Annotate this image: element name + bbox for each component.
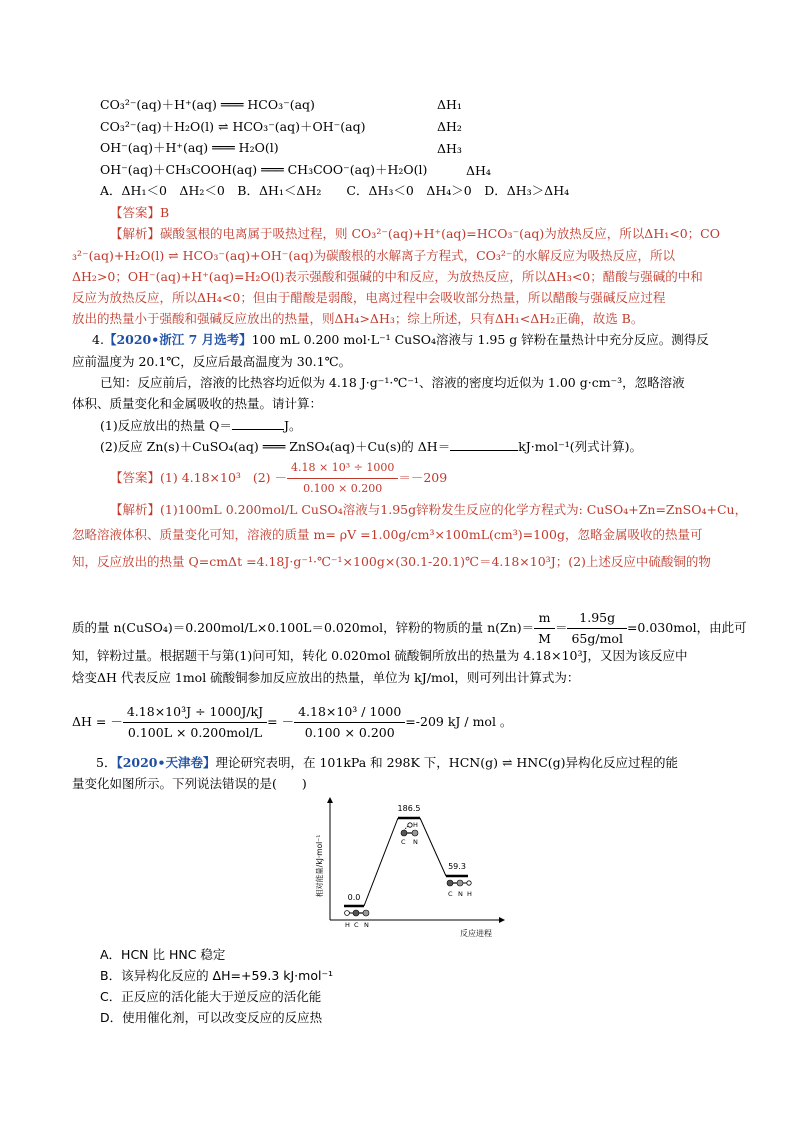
q5-option-a[interactable]: A．HCN 比 HNC 稳定 — [100, 947, 226, 962]
fraction-denominator: 65g/mol — [571, 631, 623, 646]
q3-options: A．ΔH₁＜0 ΔH₂＜0 B．ΔH₁＜ΔH₂ C．ΔH₃＜0 ΔH₄＞0 D．ΔH₃＞ΔH₄ — [100, 183, 570, 198]
atom-c-icon — [401, 830, 407, 836]
calc-fraction-1 — [123, 702, 267, 743]
atom-h-icon — [345, 911, 350, 916]
equation-3-enthalpy: ΔH₃ — [437, 141, 462, 156]
calc-mid: = － — [267, 714, 295, 729]
q4-analysis-line-2: 忽略溶液体积、质量变化可知，溶液的质量 m= ρV =1.00g/cm³×100mL(cm³)=100g，忽略金属吸收的热量可 — [72, 527, 703, 542]
equation-2-enthalpy: ΔH₂ — [437, 119, 462, 134]
atom-c-icon — [353, 910, 359, 916]
atom-label-c: C — [448, 890, 453, 898]
fraction-numerator: 4.18×10³J ÷ 1000J/kJ — [123, 702, 267, 723]
answer-blank[interactable] — [450, 438, 518, 451]
q4-subquestion-1 — [100, 417, 301, 434]
q4-analysis-line-6: 焓变ΔH 代表反应 1mol 硫酸铜参加反应放出的热量，单位为 kJ/mol，则可列出计算式为： — [72, 670, 580, 685]
fraction-numerator: 4.18 × 10³ ÷ 1000 — [287, 458, 398, 479]
fraction-numerator: 1.95g — [567, 608, 627, 629]
atom-c-icon — [447, 880, 453, 886]
x-axis-arrow — [499, 917, 505, 923]
q4-stem-line-2: 应前温度为 20.1℃，反应后最高温度为 30.1℃。 — [72, 354, 352, 369]
q4-subquestion-2 — [100, 438, 642, 455]
fraction-numerator: 4.18×10³ / 1000 — [294, 702, 405, 723]
answer-part-2-result: ＝－209 — [398, 470, 448, 485]
atom-label-h: H — [345, 921, 350, 929]
q5-option-b[interactable]: B．该异构化反应的 ΔH=+59.3 kJ·mol⁻¹ — [100, 968, 334, 983]
answer-value: B — [160, 205, 170, 220]
question-number: 5． — [96, 755, 117, 770]
q3-analysis-line-1 — [110, 226, 720, 242]
analysis-text: 质的量 n(CuSO₄)＝0.200mol/L×0.100L＝0.020mol，锌粉的物质的量 n(Zn)＝ — [72, 620, 535, 635]
source-tag: 【2020•天津卷】 — [116, 755, 216, 770]
path-fall — [420, 818, 446, 876]
answer-fraction — [287, 458, 398, 499]
q3-answer — [110, 205, 169, 221]
analysis-label: 【解析】 — [110, 502, 161, 517]
value-label-hnc: 59.3 — [448, 862, 466, 871]
value-label-ts: 186.5 — [397, 804, 421, 813]
q4-analysis-line-4 — [72, 608, 747, 649]
atom-label-c: C — [401, 838, 406, 846]
analysis-text: =0.030mol，由此可 — [626, 620, 747, 635]
atom-label-n: N — [364, 921, 369, 929]
analysis-text: 碳酸氢根的电离属于吸热过程，则 CO₃²⁻(aq)+H⁺(aq)=HCO₃⁻(aq)为放热反应，所以ΔH₁<0；CO — [160, 226, 720, 241]
equation-4: OH⁻(aq)＋CH₃COOH(aq) ═══ CH₃COO⁻(aq)＋H₂O(l) — [100, 162, 428, 177]
fraction-denominator: 0.100 × 0.200 — [303, 482, 383, 495]
q3-analysis-line-5: 放出的热量小于强酸和强碱反应放出的热量，则ΔH₄>ΔH₃；综上所述，只有ΔH₁<ΔH₂正确，故选 B。 — [72, 311, 644, 326]
q3-analysis-line-4: 反应为放热反应，所以ΔH₄<0；但由于醋酸是弱酸，电离过程中会吸收部分热量，所以醋酸与强碱反应过程 — [72, 290, 666, 305]
equals-sign: ＝ — [554, 620, 568, 635]
q4-stem-line-3: 已知：反应前后，溶液的比热容均近似为 4.18 J·g⁻¹·℃⁻¹、溶液的密度均近似为 1.00 g·cm⁻³，忽略溶液 — [100, 375, 685, 390]
answer-label: 【答案】 — [110, 470, 161, 485]
subquestion-unit: kJ·mol⁻¹(列式计算)。 — [518, 439, 643, 454]
analysis-label: 【解析】 — [110, 226, 161, 241]
equation-1: CO₃²⁻(aq)＋H⁺(aq) ═══ HCO₃⁻(aq) — [100, 97, 315, 112]
subquestion-text: (2)反应 Zn(s)＋CuSO₄(aq) ═══ ZnSO₄(aq)＋Cu(s)的 ΔH＝ — [100, 439, 451, 454]
q4-analysis-line-1 — [110, 502, 747, 518]
calc-lhs: ΔH = － — [72, 714, 123, 729]
stem-text: 理论研究表明，在 101kPa 和 298K 下，HCN(g) ⇌ HNC(g)异构化反应过程的能 — [215, 755, 679, 770]
equation-4-enthalpy: ΔH₄ — [466, 163, 491, 178]
zinc-moles-fraction — [567, 608, 627, 649]
calc-result: =-209 kJ / mol 。 — [405, 714, 513, 729]
fraction-numerator: m — [534, 608, 555, 629]
subquestion-text: (1)反应放出的热量 Q＝ — [100, 418, 232, 433]
y-axis-arrow — [327, 797, 333, 803]
energy-diagram — [316, 796, 506, 946]
atom-n-icon — [457, 880, 463, 886]
equation-2: CO₃²⁻(aq)＋H₂O(l) ⇌ HCO₃⁻(aq)＋OH⁻(aq) — [100, 119, 366, 134]
source-tag: 【2020•浙江 7 月选考】 — [103, 332, 252, 347]
atom-h-icon — [408, 823, 412, 827]
atom-label-c: C — [354, 921, 359, 929]
question-number: 4. — [92, 332, 104, 347]
q5-option-d[interactable]: D．使用催化剂，可以改变反应的反应热 — [100, 1010, 323, 1025]
q4-answer — [110, 458, 447, 499]
mass-over-molar-mass — [534, 608, 555, 649]
atom-n-icon — [412, 830, 418, 836]
atom-label-h: H — [467, 890, 472, 898]
atom-h-icon — [467, 881, 471, 885]
fraction-denominator: 0.100L × 0.200mol/L — [127, 725, 263, 740]
q4-stem-line-1 — [92, 332, 709, 348]
atom-n-icon — [363, 910, 369, 916]
atom-label-n: N — [458, 890, 463, 898]
y-axis-label: 相对能量/kJ·mol⁻¹ — [315, 834, 324, 898]
equation-3: OH⁻(aq)＋H⁺(aq) ═══ H₂O(l) — [100, 140, 279, 155]
answer-part-1: (1) 4.18×10³ — [160, 470, 241, 485]
path-rise — [364, 818, 398, 906]
q5-stem-line-2: 量变化如图所示。下列说法错误的是( ) — [72, 776, 307, 791]
answer-label: 【答案】 — [110, 205, 161, 220]
q4-stem-line-4: 体积、质量变化和金属吸收的热量。请计算： — [72, 396, 323, 411]
value-label-hcn: 0.0 — [347, 893, 361, 902]
atom-label-h: H — [413, 821, 418, 829]
q5-option-c[interactable]: C．正反应的活化能大于逆反应的活化能 — [100, 989, 322, 1004]
stem-text: 100 mL 0.200 mol·L⁻¹ CuSO₄溶液与 1.95 g 锌粉在量热计中充分反应。测得反 — [251, 332, 709, 347]
subquestion-unit: J。 — [283, 418, 302, 433]
analysis-text: (1)100mL 0.200mol/L CuSO₄溶液与1.95g锌粉发生反应的化学方程式为: CuSO₄+Zn=ZnSO₄+Cu， — [160, 502, 748, 517]
fraction-denominator: M — [538, 631, 551, 646]
equation-1-enthalpy: ΔH₁ — [437, 97, 462, 112]
q3-analysis-line-2: ₃²⁻(aq)+H₂O(l) ⇌ HCO₃⁻(aq)+OH⁻(aq)为碳酸根的水解离子方程式，CO₃²⁻的水解反应为吸热反应，所以 — [72, 248, 676, 263]
fraction-denominator: 0.100 × 0.200 — [304, 725, 395, 740]
answer-blank[interactable] — [232, 417, 284, 430]
q4-analysis-line-3: 知，反应放出的热量 Q=cmΔt =4.18J·g⁻¹·℃⁻¹×100g×(30.1-20.1)℃＝4.18×10³J；(2)上述反应中硫酸铜的物 — [72, 554, 711, 569]
atom-label-n: N — [413, 838, 418, 846]
q3-analysis-line-3: ΔH₂>0；OH⁻(aq)+H⁺(aq)=H₂O(l)表示强酸和强碱的中和反应，为放热反应，所以ΔH₃<0；醋酸与强碱的中和 — [72, 269, 703, 284]
q4-calculation — [72, 702, 512, 743]
q4-analysis-line-5: 知，锌粉过量。根据题干与第(1)问可知，转化 0.020mol 硫酸铜所放出的热量为 4.18×10³J，又因为该反应中 — [72, 648, 688, 663]
x-axis-label: 反应进程 — [460, 929, 492, 938]
q5-stem-line-1 — [96, 755, 678, 771]
calc-fraction-2 — [294, 702, 405, 743]
answer-part-2-sign: (2) － — [252, 470, 288, 485]
